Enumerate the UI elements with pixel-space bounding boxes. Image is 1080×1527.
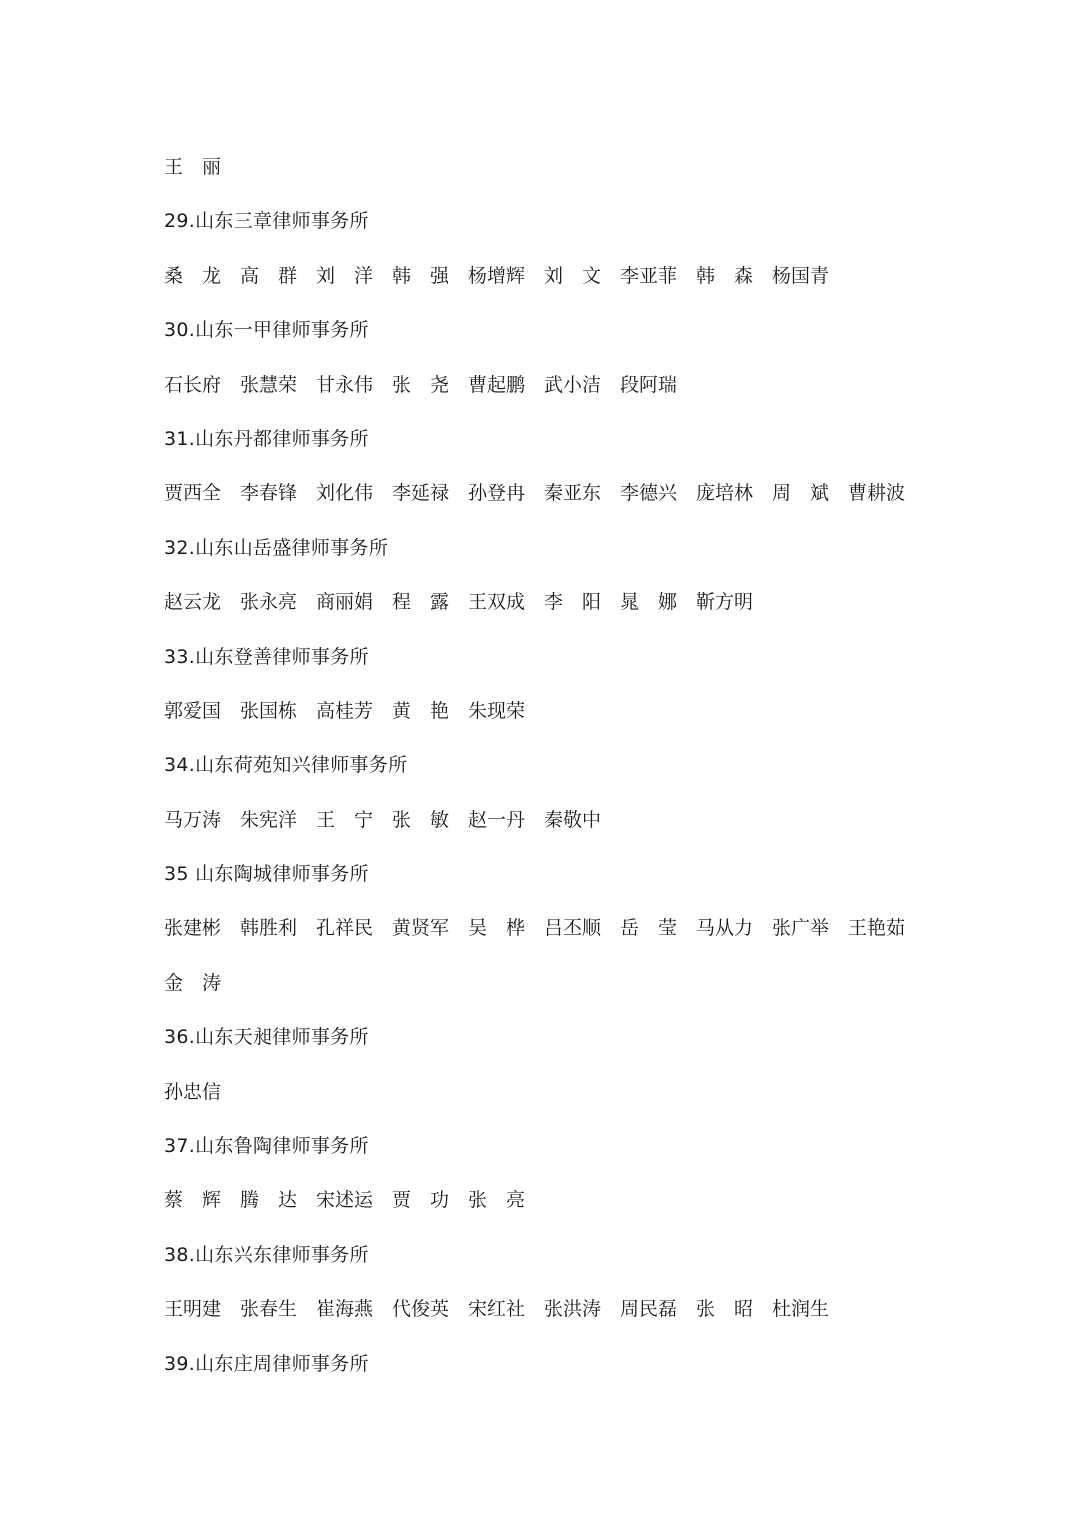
lawyer-name: 张春生 [240, 1298, 298, 1321]
lawyer-name: 崔海燕 [316, 1298, 374, 1321]
lawyer-name: 孔祥民 [316, 917, 374, 940]
lawyer-name: 李春锋 [240, 482, 298, 505]
lawyer-name: 段阿瑞 [620, 373, 678, 396]
lawyer-name: 张尧 [392, 373, 449, 396]
firm-heading: 35 山东陶城律师事务所 [164, 863, 369, 886]
lawyer-name: 张国栋 [240, 699, 298, 722]
lawyer-name: 韩胜利 [240, 917, 298, 940]
lawyer-name: 王宁 [316, 808, 373, 831]
lawyer-name: 曹起鹏 [468, 373, 526, 396]
lawyer-name: 宋红社 [468, 1298, 526, 1321]
lawyer-name: 韩森 [696, 264, 753, 287]
lawyer-name: 王明建 [164, 1298, 222, 1321]
firm-heading: 37.山东鲁陶律师事务所 [164, 1135, 369, 1158]
lawyer-name: 赵一丹 [468, 808, 526, 831]
lawyer-name: 腾达 [240, 1189, 297, 1212]
firm-heading: 30.山东一甲律师事务所 [164, 319, 369, 342]
lawyer-name: 代俊英 [392, 1298, 450, 1321]
document-body [164, 147, 964, 1398]
lawyer-name: 程露 [392, 591, 449, 614]
lawyer-name: 秦亚东 [544, 482, 602, 505]
lawyer-name: 张亮 [468, 1189, 525, 1212]
lawyer-name: 孙登冉 [468, 482, 526, 505]
lawyer-name-list [164, 1180, 964, 1234]
lawyer-name-list [164, 256, 964, 310]
lawyer-name: 韩强 [392, 264, 449, 287]
lawyer-name-list [164, 473, 964, 527]
lawyer-name: 王艳茹 [848, 917, 906, 940]
lawyer-name: 秦敬中 [544, 808, 602, 831]
lawyer-name: 周斌 [772, 482, 829, 505]
lawyer-name: 蔡辉 [164, 1189, 221, 1212]
lawyer-name: 金涛 [164, 971, 221, 994]
firm-heading: 34.山东荷苑知兴律师事务所 [164, 754, 408, 777]
lawyer-name: 吴桦 [468, 917, 525, 940]
lawyer-name-list [164, 365, 964, 419]
lawyer-name: 刘化伟 [316, 482, 374, 505]
lawyer-name: 张广举 [772, 917, 830, 940]
lawyer-name: 赵云龙 [164, 591, 222, 614]
lawyer-name: 黄艳 [392, 699, 449, 722]
lawyer-name: 刘洋 [316, 264, 373, 287]
lawyer-name: 武小洁 [544, 373, 602, 396]
lawyer-name-list [164, 1072, 964, 1126]
lawyer-name: 岳莹 [620, 917, 677, 940]
lawyer-name: 马万涛 [164, 808, 222, 831]
lawyer-name: 靳方明 [696, 591, 754, 614]
lawyer-name: 王丽 [164, 156, 221, 178]
lawyer-name: 孙忠信 [164, 1080, 222, 1103]
lawyer-name: 庞培林 [696, 482, 754, 505]
firm-heading: 31.山东丹都律师事务所 [164, 427, 369, 450]
lawyer-name: 杜润生 [772, 1298, 830, 1321]
lawyer-name: 张永亮 [240, 591, 298, 614]
lawyer-name: 周民磊 [620, 1298, 678, 1321]
lawyer-name: 甘永伟 [316, 373, 374, 396]
lawyer-name: 刘文 [544, 264, 601, 287]
lawyer-name: 朱宪洋 [240, 808, 298, 831]
lawyer-name: 张敏 [392, 808, 449, 831]
lawyer-name: 李阳 [544, 591, 601, 614]
firm-heading: 32.山东山岳盛律师事务所 [164, 536, 389, 559]
lawyer-name: 李亚菲 [620, 264, 678, 287]
lawyer-name: 宋述运 [316, 1189, 374, 1212]
lawyer-name: 郭爱国 [164, 699, 222, 722]
lawyer-name-list [164, 908, 964, 962]
lawyer-name: 张昭 [696, 1298, 753, 1321]
firm-heading: 36.山东天昶律师事务所 [164, 1026, 369, 1049]
lawyer-name-list [164, 1289, 964, 1343]
lawyer-name: 贾西全 [164, 482, 222, 505]
lawyer-name: 黄贤军 [392, 917, 450, 940]
lawyer-name: 李延禄 [392, 482, 450, 505]
lawyer-name: 李德兴 [620, 482, 678, 505]
lawyer-name: 王双成 [468, 591, 526, 614]
lawyer-name: 张慧荣 [240, 373, 298, 396]
lawyer-name: 高桂芳 [316, 699, 374, 722]
lawyer-name: 曹耕波 [848, 482, 906, 505]
lawyer-name: 朱现荣 [468, 699, 526, 722]
lawyer-name: 桑龙 [164, 264, 221, 287]
lawyer-name: 商丽娟 [316, 591, 374, 614]
firm-heading: 33.山东登善律师事务所 [164, 645, 369, 668]
lawyer-name: 晁娜 [620, 591, 677, 614]
lawyer-name: 石长府 [164, 373, 222, 396]
lawyer-name-list [164, 691, 964, 745]
firm-heading: 39.山东庄周律师事务所 [164, 1352, 369, 1375]
lawyer-name: 张洪涛 [544, 1298, 602, 1321]
lawyer-name-list [164, 963, 964, 1017]
lawyer-name: 杨增辉 [468, 264, 526, 287]
firm-heading: 38.山东兴东律师事务所 [164, 1243, 369, 1266]
firm-heading: 29.山东三章律师事务所 [164, 210, 369, 233]
lawyer-name: 张建彬 [164, 917, 222, 940]
lawyer-name: 高群 [240, 264, 297, 287]
lawyer-name-list [164, 582, 964, 636]
lawyer-name-list [164, 147, 964, 201]
lawyer-name-list [164, 800, 964, 854]
lawyer-name: 马从力 [696, 917, 754, 940]
lawyer-name: 贾功 [392, 1189, 449, 1212]
lawyer-name: 杨国青 [772, 264, 830, 287]
lawyer-name: 吕丕顺 [544, 917, 602, 940]
